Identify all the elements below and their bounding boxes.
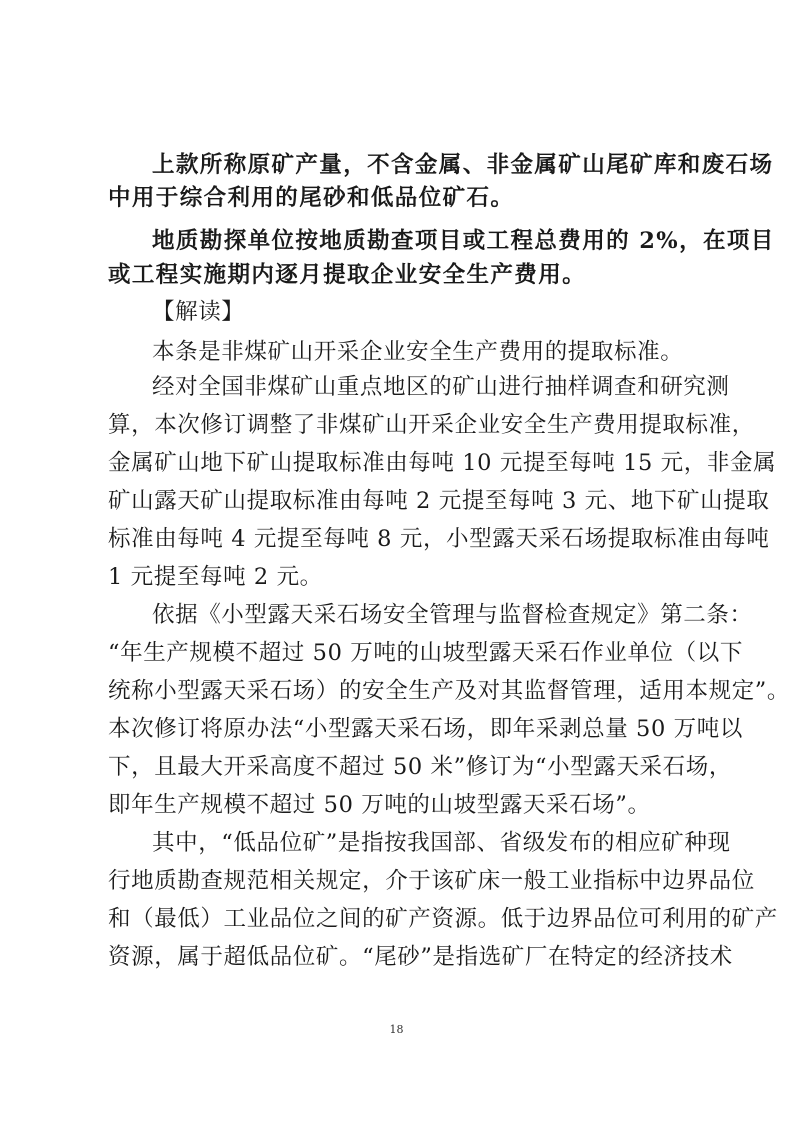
paragraph-line: 经对全国非煤矿山重点地区的矿山进行抽样调查和研究测: [152, 374, 730, 400]
paragraph-line: 本条是非煤矿山开采企业安全生产费用的提取标准。: [152, 339, 684, 365]
paragraph-line: 中用于综合利用的尾砂和低品位矿石。: [108, 185, 515, 211]
paragraph-line: 上款所称原矿产量，不含金属、非金属矿山尾矿库和废石场: [152, 152, 774, 178]
section-heading: 【解读】: [152, 299, 245, 325]
paragraph-line: 下，且最大开采高度不超过 50 米”修订为“小型露天采石场，: [108, 754, 732, 780]
paragraph-line: 算，本次修订调整了非煤矿山开采企业安全生产费用提取标准，: [108, 412, 755, 438]
paragraph-line: 行地质勘查规范相关规定，介于该矿床一般工业指标中边界品位: [108, 868, 755, 894]
page-number: 18: [389, 1023, 404, 1036]
paragraph-line: 统称小型露天采石场）的安全生产及对其监督管理，适用本规定”。: [108, 678, 791, 704]
paragraph-line: 即年生产规模不超过 50 万吨的山坡型露天采石场”。: [108, 792, 651, 818]
paragraph-line: 1 元提至每吨 2 元。: [108, 564, 323, 590]
paragraph-line: 标准由每吨 4 元提至每吨 8 元，小型露天采石场提取标准由每吨: [108, 526, 770, 552]
paragraph-line: 地质勘探单位按地质勘查项目或工程总费用的 2%，在项目: [152, 228, 775, 254]
paragraph-line: 和（最低）工业品位之间的矿产资源。低于边界品位可利用的矿产: [108, 906, 778, 932]
paragraph-line: 其中，“低品位矿”是指按我国部、省级发布的相应矿种现: [152, 830, 731, 856]
paragraph-line: 或工程实施期内逐月提取企业安全生产费用。: [108, 262, 587, 288]
paragraph-line: 本次修订将原办法“小型露天采石场，即年采剥总量 50 万吨以: [108, 716, 743, 742]
paragraph-line: 矿山露天矿山提取标准由每吨 2 元提至每吨 3 元、地下矿山提取: [108, 488, 770, 514]
paragraph-line: “年生产规模不超过 50 万吨的山坡型露天采石作业单位（以下: [108, 640, 743, 666]
paragraph-line: 金属矿山地下矿山提取标准由每吨 10 元提至每吨 15 元，非金属: [108, 450, 777, 476]
paragraph-line: 资源，属于超低品位矿。“尾砂”是指选矿厂在特定的经济技术: [108, 944, 733, 970]
paragraph-line: 依据《小型露天采石场安全管理与监督检查规定》第二条：: [152, 602, 753, 628]
